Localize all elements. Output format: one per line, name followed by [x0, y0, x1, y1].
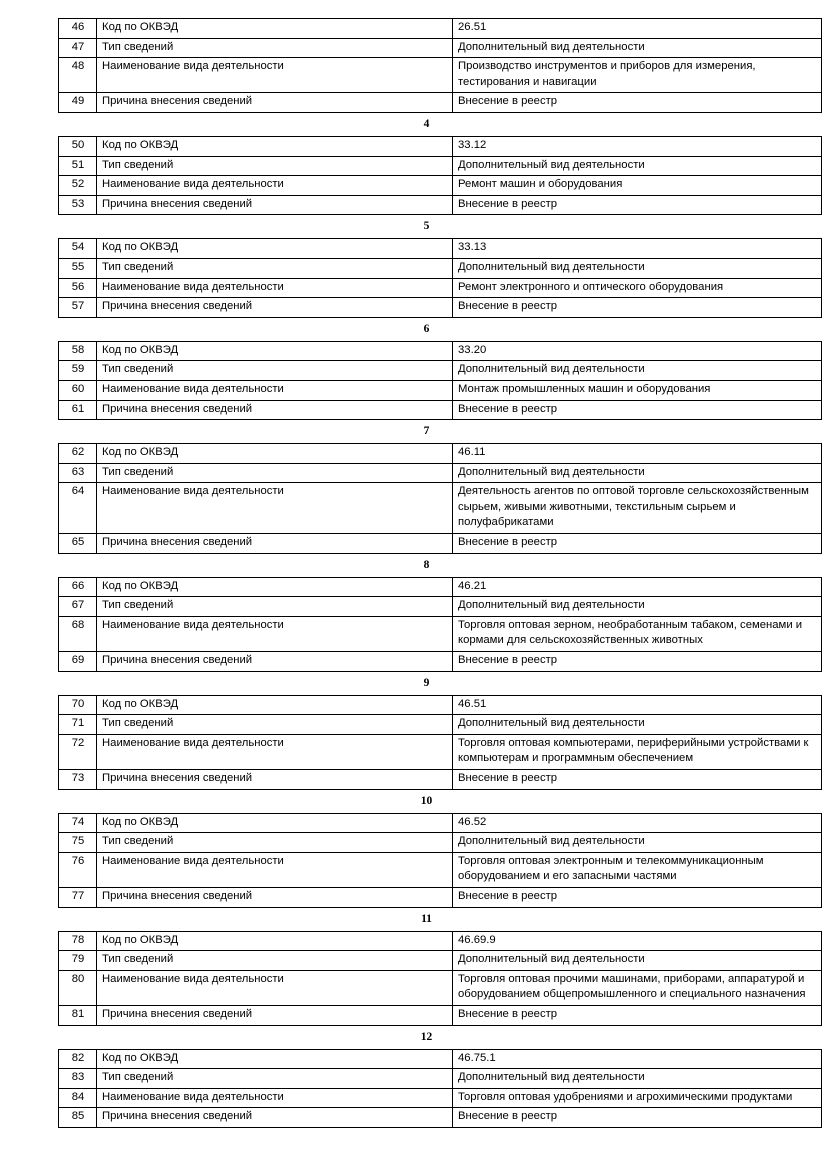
row-number-cell: 83 — [59, 1069, 97, 1089]
block-spacer — [58, 1128, 795, 1131]
row-value-cell: Ремонт машин и оборудования — [453, 176, 822, 196]
row-label-cell: Причина внесения сведений — [97, 93, 453, 113]
row-number-cell: 57 — [59, 298, 97, 318]
row-value-cell: 46.21 — [453, 577, 822, 597]
table-row — [59, 1049, 822, 1069]
table-row — [59, 38, 822, 58]
okved-entry-block — [58, 813, 795, 908]
row-value-cell: Внесение в реестр — [453, 400, 822, 420]
row-value-cell: Торговля оптовая электронным и телекоммуникационным оборудованием и его запасными частями — [453, 852, 822, 887]
row-number-cell: 73 — [59, 770, 97, 790]
row-label-cell: Тип сведений — [97, 951, 453, 971]
table-row — [59, 258, 822, 278]
row-number-cell: 60 — [59, 380, 97, 400]
row-label-cell: Тип сведений — [97, 833, 453, 853]
row-value-cell: 33.13 — [453, 239, 822, 259]
table-row — [59, 1108, 822, 1128]
row-number-cell: 65 — [59, 534, 97, 554]
page-separator-number: 9 — [423, 676, 430, 689]
table-row — [59, 970, 822, 1005]
table-row — [59, 156, 822, 176]
okved-entry-block — [58, 931, 806, 1026]
table-row — [59, 695, 822, 715]
row-label-cell: Тип сведений — [97, 463, 453, 483]
row-number-cell: 78 — [59, 931, 97, 951]
row-value-cell: Дополнительный вид деятельности — [453, 715, 822, 735]
page-separator-number: 6 — [423, 322, 430, 335]
table-row — [59, 93, 822, 113]
row-number-cell: 76 — [59, 852, 97, 887]
okved-entry-block — [58, 18, 795, 113]
row-value-cell: Внесение в реестр — [453, 887, 822, 907]
table-row — [59, 58, 822, 93]
row-number-cell: 80 — [59, 970, 97, 1005]
table-row — [59, 597, 822, 617]
row-number-cell: 53 — [59, 195, 97, 215]
table-row — [59, 361, 822, 381]
row-value-cell: Внесение в реестр — [453, 534, 822, 554]
table-row — [59, 852, 822, 887]
row-label-cell: Наименование вида деятельности — [97, 58, 453, 93]
row-number-cell: 77 — [59, 887, 97, 907]
row-label-cell: Причина внесения сведений — [97, 1005, 453, 1025]
row-value-cell: Дополнительный вид деятельности — [453, 833, 822, 853]
page-separator-number: 10 — [420, 794, 433, 807]
row-label-cell: Код по ОКВЭД — [97, 239, 453, 259]
row-number-cell: 50 — [59, 136, 97, 156]
table-row — [59, 534, 822, 554]
row-label-cell: Наименование вида деятельности — [97, 852, 453, 887]
row-value-cell: Внесение в реестр — [453, 1005, 822, 1025]
page-separator-number: 5 — [423, 220, 430, 233]
row-number-cell: 48 — [59, 58, 97, 93]
row-value-cell: Дополнительный вид деятельности — [453, 951, 822, 971]
row-label-cell: Наименование вида деятельности — [97, 483, 453, 534]
table-row — [59, 195, 822, 215]
okved-entry-block — [58, 341, 795, 420]
table-row — [59, 444, 822, 464]
page-separator-number: 7 — [423, 425, 430, 438]
okved-entry-block — [58, 695, 809, 790]
table-row — [59, 813, 822, 833]
table-row — [59, 887, 822, 907]
table-row — [59, 951, 822, 971]
row-value-cell: Производство инструментов и приборов для измерения, тестирования и навигации — [453, 58, 822, 93]
row-label-cell: Код по ОКВЭД — [97, 341, 453, 361]
row-value-cell: Дополнительный вид деятельности — [453, 38, 822, 58]
row-label-cell: Код по ОКВЭД — [97, 695, 453, 715]
row-number-cell: 51 — [59, 156, 97, 176]
okved-table — [58, 238, 822, 317]
row-number-cell: 63 — [59, 463, 97, 483]
okved-entry-block — [58, 136, 795, 215]
table-row — [59, 1069, 822, 1089]
okved-table — [58, 931, 822, 1026]
row-number-cell: 52 — [59, 176, 97, 196]
row-number-cell: 67 — [59, 597, 97, 617]
table-row — [59, 298, 822, 318]
row-number-cell: 49 — [59, 93, 97, 113]
row-number-cell: 71 — [59, 715, 97, 735]
okved-table — [58, 136, 822, 215]
row-value-cell: Внесение в реестр — [453, 770, 822, 790]
table-row — [59, 616, 822, 651]
okved-table — [58, 1049, 822, 1128]
table-row — [59, 734, 822, 769]
row-number-cell: 85 — [59, 1108, 97, 1128]
okved-table — [58, 813, 822, 908]
row-number-cell: 54 — [59, 239, 97, 259]
row-value-cell: Торговля оптовая компьютерами, периферийными устройствами к компьютерам и программным обеспечением — [453, 734, 822, 769]
table-row — [59, 400, 822, 420]
table-row — [59, 931, 822, 951]
page-separator-number: 8 — [423, 558, 430, 571]
row-number-cell: 79 — [59, 951, 97, 971]
row-label-cell: Тип сведений — [97, 1069, 453, 1089]
row-number-cell: 46 — [59, 19, 97, 39]
row-value-cell: 33.20 — [453, 341, 822, 361]
row-label-cell: Тип сведений — [97, 156, 453, 176]
row-value-cell: Ремонт электронного и оптического оборудования — [453, 278, 822, 298]
okved-table — [58, 443, 822, 554]
row-label-cell: Код по ОКВЭД — [97, 444, 453, 464]
page-separator-number: 4 — [423, 117, 430, 130]
row-number-cell: 74 — [59, 813, 97, 833]
row-value-cell: 46.51 — [453, 695, 822, 715]
row-number-cell: 62 — [59, 444, 97, 464]
row-value-cell: Дополнительный вид деятельности — [453, 1069, 822, 1089]
row-label-cell: Код по ОКВЭД — [97, 136, 453, 156]
row-value-cell: Торговля оптовая зерном, необработанным табаком, семенами и кормами для сельскохозяйственных животных — [453, 616, 822, 651]
table-row — [59, 1088, 822, 1108]
row-value-cell: 33.12 — [453, 136, 822, 156]
row-number-cell: 84 — [59, 1088, 97, 1108]
row-label-cell: Наименование вида деятельности — [97, 970, 453, 1005]
okved-entry-block — [58, 238, 795, 317]
row-value-cell: 26.51 — [453, 19, 822, 39]
row-label-cell: Код по ОКВЭД — [97, 813, 453, 833]
okved-table — [58, 18, 822, 113]
row-number-cell: 75 — [59, 833, 97, 853]
row-number-cell: 82 — [59, 1049, 97, 1069]
row-number-cell: 81 — [59, 1005, 97, 1025]
row-label-cell: Код по ОКВЭД — [97, 577, 453, 597]
table-row — [59, 652, 822, 672]
row-label-cell: Причина внесения сведений — [97, 1108, 453, 1128]
row-label-cell: Наименование вида деятельности — [97, 380, 453, 400]
row-value-cell: Внесение в реестр — [453, 195, 822, 215]
okved-table — [58, 695, 822, 790]
page-separator-number: 11 — [421, 912, 432, 925]
row-number-cell: 56 — [59, 278, 97, 298]
row-number-cell: 64 — [59, 483, 97, 534]
row-label-cell: Тип сведений — [97, 597, 453, 617]
row-value-cell: 46.75.1 — [453, 1049, 822, 1069]
row-value-cell: Дополнительный вид деятельности — [453, 463, 822, 483]
row-label-cell: Причина внесения сведений — [97, 298, 453, 318]
row-label-cell: Наименование вида деятельности — [97, 278, 453, 298]
row-value-cell: Дополнительный вид деятельности — [453, 156, 822, 176]
row-value-cell: Внесение в реестр — [453, 298, 822, 318]
row-label-cell: Тип сведений — [97, 38, 453, 58]
row-value-cell: Внесение в реестр — [453, 652, 822, 672]
row-label-cell: Причина внесения сведений — [97, 652, 453, 672]
row-label-cell: Тип сведений — [97, 715, 453, 735]
row-label-cell: Код по ОКВЭД — [97, 931, 453, 951]
table-row — [59, 176, 822, 196]
row-label-cell: Код по ОКВЭД — [97, 19, 453, 39]
table-row — [59, 1005, 822, 1025]
table-row — [59, 770, 822, 790]
row-label-cell: Тип сведений — [97, 361, 453, 381]
row-number-cell: 68 — [59, 616, 97, 651]
row-number-cell: 66 — [59, 577, 97, 597]
table-row — [59, 577, 822, 597]
table-row — [59, 341, 822, 361]
row-label-cell: Причина внесения сведений — [97, 195, 453, 215]
okved-table — [58, 341, 822, 420]
row-label-cell: Наименование вида деятельности — [97, 176, 453, 196]
row-label-cell: Код по ОКВЭД — [97, 1049, 453, 1069]
table-row — [59, 239, 822, 259]
row-value-cell: 46.69.9 — [453, 931, 822, 951]
table-row — [59, 483, 822, 534]
table-row — [59, 463, 822, 483]
row-value-cell: 46.52 — [453, 813, 822, 833]
row-value-cell: Внесение в реестр — [453, 1108, 822, 1128]
row-number-cell: 70 — [59, 695, 97, 715]
row-number-cell: 72 — [59, 734, 97, 769]
row-number-cell: 69 — [59, 652, 97, 672]
row-number-cell: 47 — [59, 38, 97, 58]
table-row — [59, 19, 822, 39]
row-value-cell: Дополнительный вид деятельности — [453, 361, 822, 381]
row-value-cell: Деятельность агентов по оптовой торговле сельскохозяйственным сырьем, живыми животными, текстильным сырьем и полуфабрикатами — [453, 483, 822, 534]
row-number-cell: 61 — [59, 400, 97, 420]
row-label-cell: Причина внесения сведений — [97, 770, 453, 790]
row-number-cell: 55 — [59, 258, 97, 278]
row-label-cell: Причина внесения сведений — [97, 400, 453, 420]
okved-entry-block — [58, 443, 809, 554]
okved-blocks-container — [58, 18, 809, 1131]
table-row — [59, 833, 822, 853]
row-label-cell: Наименование вида деятельности — [97, 1088, 453, 1108]
table-row — [59, 380, 822, 400]
row-value-cell: Торговля оптовая удобрениями и агрохимическими продуктами — [453, 1088, 822, 1108]
row-value-cell: Дополнительный вид деятельности — [453, 258, 822, 278]
row-value-cell: 46.11 — [453, 444, 822, 464]
row-value-cell: Дополнительный вид деятельности — [453, 597, 822, 617]
row-value-cell: Внесение в реестр — [453, 93, 822, 113]
okved-entry-block — [58, 1049, 795, 1128]
row-number-cell: 58 — [59, 341, 97, 361]
row-label-cell: Тип сведений — [97, 258, 453, 278]
table-row — [59, 136, 822, 156]
okved-table — [58, 577, 822, 672]
row-label-cell: Наименование вида деятельности — [97, 734, 453, 769]
okved-entry-block — [58, 577, 803, 672]
row-value-cell: Монтаж промышленных машин и оборудования — [453, 380, 822, 400]
row-label-cell: Причина внесения сведений — [97, 534, 453, 554]
row-number-cell: 59 — [59, 361, 97, 381]
row-label-cell: Наименование вида деятельности — [97, 616, 453, 651]
table-row — [59, 278, 822, 298]
row-value-cell: Торговля оптовая прочими машинами, приборами, аппаратурой и оборудованием общепромышленного и специального назначения — [453, 970, 822, 1005]
page-separator-number: 12 — [420, 1030, 433, 1043]
row-label-cell: Причина внесения сведений — [97, 887, 453, 907]
table-row — [59, 715, 822, 735]
